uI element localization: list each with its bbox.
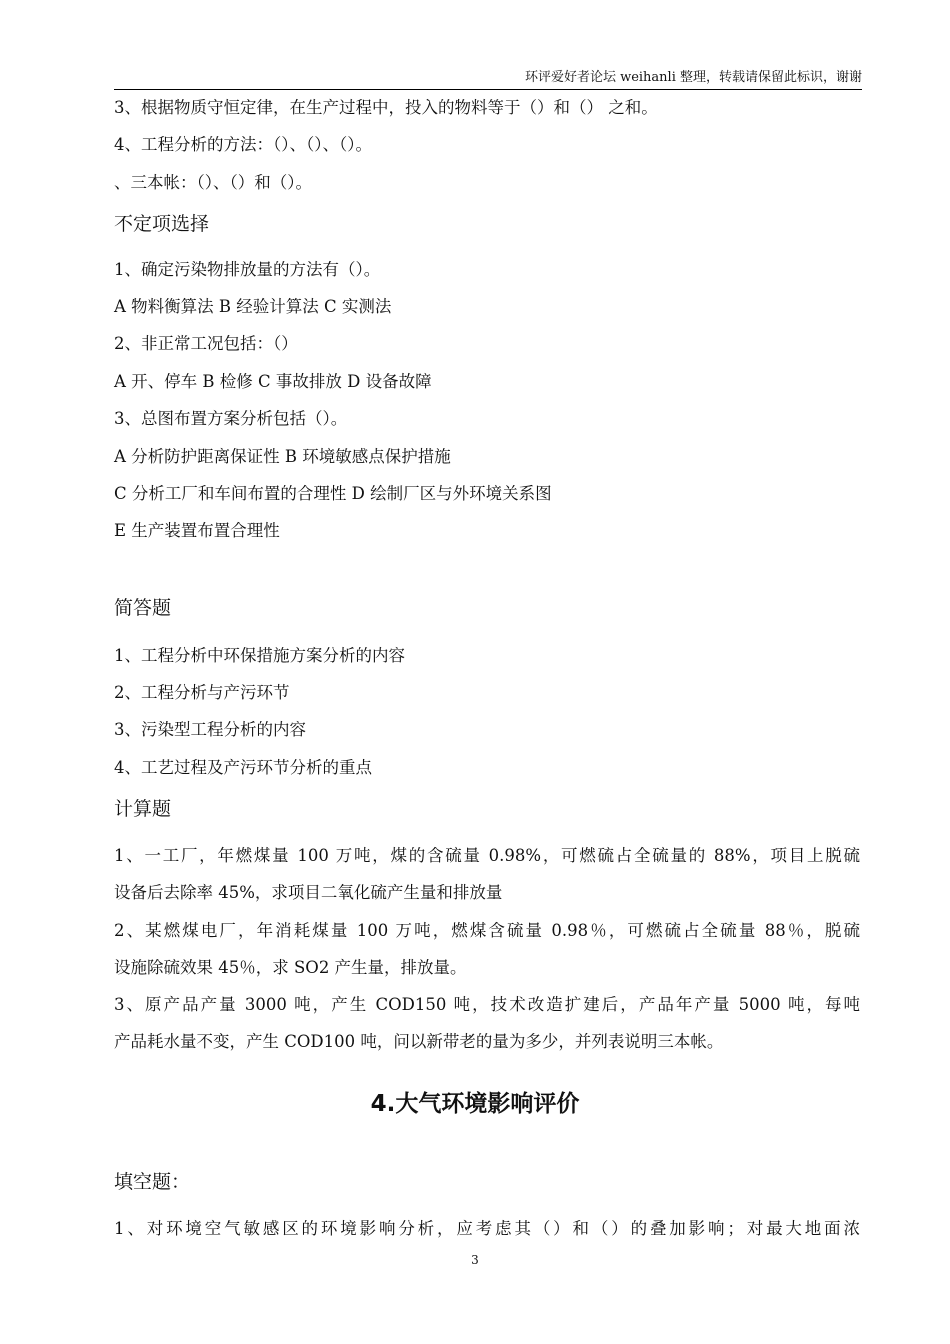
multi-choice-line: 3、总图布置方案分析包括（）。 — [114, 409, 348, 428]
fill-blank-item-4: 4、工程分析的方法：（）、（）、（）。 — [114, 135, 372, 154]
short-answer-line: 1、工程分析中环保措施方案分析的内容 — [114, 646, 405, 665]
section-heading-calculation: 计算题 — [114, 798, 172, 820]
calculation-line: 3、原产品产量 3000 吨，产生 COD150 吨，技术改造扩建后，产品年产量 5000 吨，每吨 — [114, 995, 860, 1014]
short-answer-line: 3、污染型工程分析的内容 — [114, 720, 306, 739]
fill-blank-line: 1、对环境空气敏感区的环境影响分析，应考虑其（）和（）的叠加影响；对最大地面浓 — [114, 1219, 860, 1238]
multi-choice-line: A 分析防护距离保证性 B 环境敏感点保护措施 — [114, 447, 451, 466]
multi-choice-line: C 分析工厂和车间布置的合理性 D 绘制厂区与外环境关系图 — [114, 484, 552, 503]
chapter-title: 4.大气环境影响评价 — [370, 1091, 580, 1117]
calculation-line: 2、某燃煤电厂，年消耗煤量 100 万吨，燃煤含硫量 0.98％，可燃硫占全硫量 88％，脱硫 — [114, 921, 860, 940]
page-header: 环评爱好者论坛 weihanli 整理，转载请保留此标识，谢谢 — [114, 70, 862, 90]
section-heading-short-answer: 简答题 — [114, 597, 172, 619]
fill-blank-item-3: 3、根据物质守恒定律，在生产过程中，投入的物料等于（）和（） 之和。 — [114, 98, 658, 117]
section-heading-multi-choice: 不定项选择 — [114, 213, 210, 235]
calculation-line: 产品耗水量不变，产生 COD100 吨，问以新带老的量为多少，并列表说明三本帐。 — [114, 1032, 724, 1051]
short-answer-line: 4、工艺过程及产污环节分析的重点 — [114, 758, 372, 777]
page-number: 3 — [471, 1253, 479, 1267]
calculation-line: 设备后去除率 45%，求项目二氧化硫产生量和排放量 — [114, 883, 503, 902]
multi-choice-line: E 生产装置布置合理性 — [114, 521, 280, 540]
multi-choice-line: 2、非正常工况包括：（） — [114, 334, 298, 353]
multi-choice-line: A 开、停车 B 检修 C 事故排放 D 设备故障 — [114, 372, 432, 391]
multi-choice-line: A 物料衡算法 B 经验计算法 C 实测法 — [114, 297, 392, 316]
multi-choice-line: 1、确定污染物排放量的方法有（）。 — [114, 260, 381, 279]
calculation-line: 1、一工厂，年燃煤量 100 万吨，煤的含硫量 0.98%，可燃硫占全硫量的 88%，项目上脱硫 — [114, 846, 860, 865]
calculation-line: 设施除硫效果 45％，求 SO2 产生量，排放量。 — [114, 958, 467, 977]
fill-blank-item-5: 、三本帐：（）、（）和（）。 — [114, 173, 312, 192]
short-answer-line: 2、工程分析与产污环节 — [114, 683, 290, 702]
section-heading-fill-blank: 填空题： — [114, 1171, 191, 1193]
